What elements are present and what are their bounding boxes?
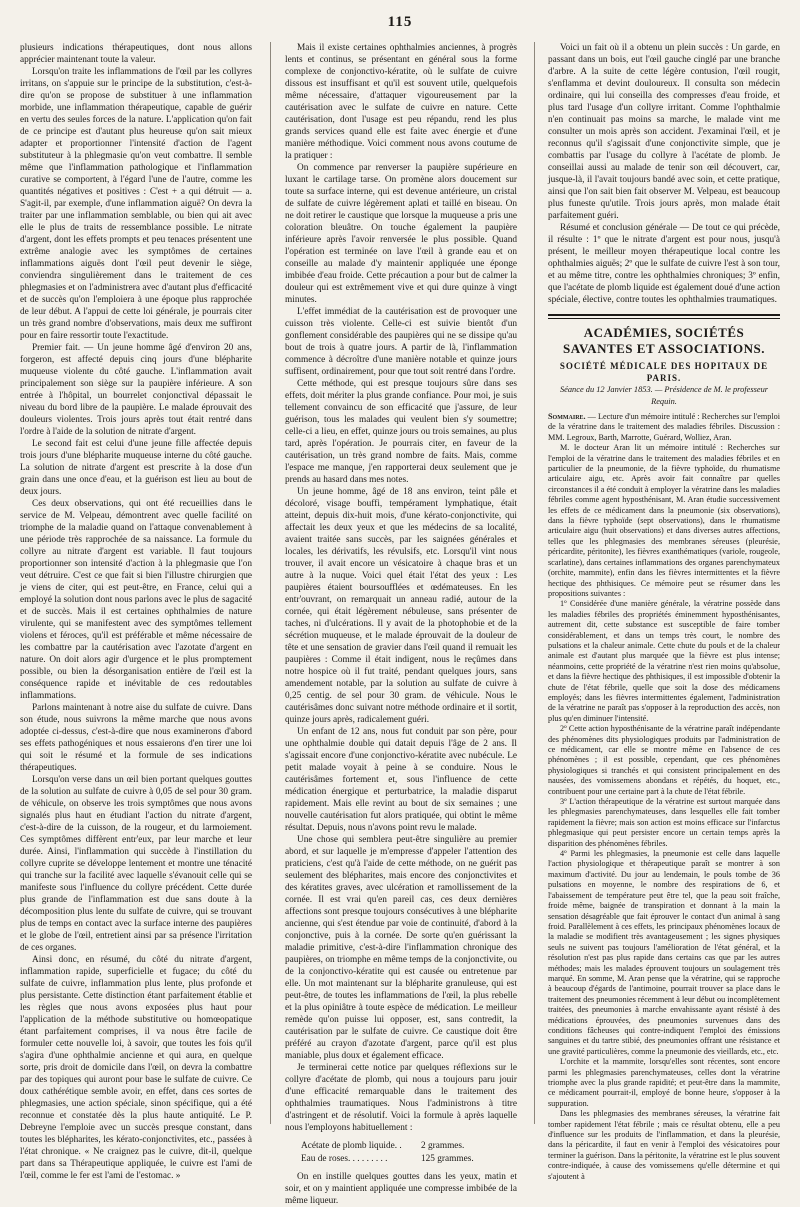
formula-ingredient: Eau de roses. . . . . . . . . <box>301 1154 388 1164</box>
page-number: 115 <box>387 14 413 30</box>
paragraph: On commence par renverser la paupière supérieure en luxant le cartilage tarse. On promène alors doucement sur toute sa surface interne, qui est devenue antérieure, un cristal de sulfate de cuivre légèrement aplati et taillé en biseau. On ne doit retirer le caustique que lorsque la muqueuse a pris une coloration bleuâtre. On touche également la paupière inférieure après l'avoir renversée le plus possible. Quand l'opération est terminée on lave l'œil à grande eau et on conseille au malade d'y maintenir appliquée une éponge imbibée d'eau froide. Cette précaution a pour but de calmer la douleur qui est extrêmement vive et qui dure quinze à vingt minutes. <box>285 163 517 305</box>
paragraph: Mais il existe certaines ophthalmies anciennes, à progrès lents et continus, se présentant en général sous la forme complexe de conjonctivo-kératite, où le sulfate de cuivre dissous est insuffisant et qu'il est souvent utile, quelquefois même nécessaire, d'attaquer vigoureusement par la cautérisation avec le sulfate de cuivre en nature. Cette cautérisation, dont l'usage est peu répandu, rend les plus grands services quand elle est faite avec énergie et d'une manière méthodique. Voici comment nous avons coutume de la pratiquer : <box>285 43 517 161</box>
paragraph: Parlons maintenant à notre aise du sulfate de cuivre. Dans son étude, nous suivrons la même marche que nous avons adoptée ci-dessus, c'est-à-dire que nous examinerons d'abord ses effets pathogéniques et nous essaierons d'en tirer une loi qui soit le résumé et la formule de ses indications thérapeutiques. <box>20 703 252 773</box>
column-divider <box>534 42 535 1124</box>
society-title: SOCIÉTÉ MÉDICALE DES HOPITAUX DE PARIS. <box>559 361 769 383</box>
paragraph: L'effet immédiat de la cautérisation est de provoquer une cuisson très violente. Celle-ci est suivie bientôt d'un gonflement considérable des paupières qui ne se dissipe qu'au bout de trois à quatre jours. A partir de là, l'inflammation commence à décroître d'une manière notable et quinze jours suffisent, ordinairement, pour que tout soit rentré dans l'ordre. <box>285 307 517 377</box>
paragraph: plusieurs indications thérapeutiques, dont nous allons apprécier maintenant toute la valeur. <box>20 43 252 65</box>
session-line: Séance du 12 Janvier 1853. — Présidence de M. le professeur Requin. <box>559 385 769 406</box>
paragraph: Un enfant de 12 ans, nous fut conduit par son père, pour une ophthalmie double qui datait depuis l'âge de 2 ans. Il s'agissait encore d'une conjonctivo-kératite avec nubécule. Le petit malade voyait à peine à se conduire. Nous le cautérisâmes fortement et, sous l'influence de cette médication énergique et perturbatrice, la maladie disparut rapidement. Mais elle revint au bout de six semaines ; une nouvelle cautérisation fut alors pratiquée, qui obtint le même résultat. Depuis, nous n'avons point revu le malade. <box>285 727 517 833</box>
paragraph: Lorsqu'on traite les inflammations de l'œil par les collyres irritans, on s'appuie sur le principe de la substitution, c'est-à-dire qu'on se propose de substituer à une inflammation morbide, une inflammation thérapeutique, capable de guérir en vertu des seules forces de la nature. L'application qu'on fait de ce principe est d'autant plus heureuse qu'on sait mieux adapter et proportionner l'intensité d'action de l'agent substituteur à la phlegmasie qu'on veut combattre. Il semble même que l'inflammation pathologique et l'inflammation curative se comportent, à l'égard l'une de l'autre, comme les quantités négatives et positives : C'est + a qui détruit — a. S'agit-il, par exemple, d'une inflammation aiguë? On devra la traiter par une inflammation semblable, ou bien qui ait avec elle le plus de traits de ressemblance possible. Le nitrate d'argent, dont les effets prompts et peu tenaces présentent une extrême analogie avec les symptômes de certaines inflammations aiguës dont l'œil peut devenir le siège, conviendra singulièrement dans le traitement de ces phlegmasies et on l'administrera avec d'autant plus d'efficacité et de succès qu'on l'emploiera à une époque plus rapprochée de leur début. A l'appui de cette loi générale, je pourrais citer un très grand nombre d'observations, mais deux me suffiront pour en faire ressortir toute l'exactitude. <box>20 67 252 341</box>
paragraph: Dans les phlegmasies des membranes séreuses, la vératrine fait tomber rapidement l'état fébrile ; mais ce résultat obtenu, elle a peu d'influence sur les produits de l'inflammation, et dans la pleurésie, dans la péricardite, il faut en venir à l'emploi des vésicatoires pour terminer la guérison. Dans la péritonite, la vératrine est le plus souvent contre-indiquée, à cause des vomissemens qu'elle détermine et qui s'ajoutent à <box>548 1109 780 1181</box>
paragraph: Ainsi donc, en résumé, du côté du nitrate d'argent, inflammation rapide, superficielle et fugace; du côté du sulfate de cuivre, inflammation plus lente, plus profonde et plus persistante. Cette distinction étant parfaitement établie et les règles que nous avons exposées plus haut pour l'application de la méthode substitutive ou homœopatique étant parfaitement comprises, il va nous être facile de formuler cette nouvelle loi, à savoir, que toutes les fois qu'il s'agira d'une ophthalmie ancienne et qui aura, en quelque sorte, pris droit de domicile dans l'œil, on devra la combattre par des topiques qui auront pour base le sulfate de cuivre. Ce doux cathérétique semble avoir, en effet, dans ces sortes de phlegmasies, une action spéciale, sinon spécifique, qui a été reconnue et constatée dès la plus haute antiquité. Le P. Debreyne l'emploie avec un succès presque constant, dans toutes les blépharites, les kérato-conjonctivites, etc., passées à l'état chronique. « Ne craignez pas le cuivre, dit-il, quelque part dans sa Thérapeutique appliquée, le cuivre est l'ami de l'œil, comme le fer est l'ami de l'estomac. » <box>20 955 252 1181</box>
paragraph: Je terminerai cette notice par quelques réflexions sur le collyre d'acétate de plomb, qui nous a toujours paru jouir d'une efficacité remarquable dans le traitement des ophthalmies traumatiques. Nous l'administrons à titre d'astringent et de résolutif. Voici la formule à après laquelle nous l'employons habituellement : <box>285 1063 517 1133</box>
paragraph: Cette méthode, qui est presque toujours sûre dans ses effets, doit mériter la plus grande confiance. Pour moi, je suis tellement convaincu de son efficacité que j'assure, de leur guérison, tous les malades qui veulent bien s'y soumettre; celle-ci a lieu, en effet, quinze jours ou trois semaines, au plus tard, après l'opération. Je pourrais citer, en faveur de la cautérisation, un très grand nombre de faits. Mais, comme l'espace me manque, j'en rapporterai deux seulement que je prends au hasard dans mes notes. <box>285 379 517 485</box>
paragraph: L'orchite et la mammite, lorsqu'elles sont récentes, sont encore parmi les phlegmasies parenchymateuses, celles dont la vératrine triomphe avec la plus grande rapidité; et peut-être dans la mammite, ce médicament pourrait-il, employé de bonne heure, s'opposer à la suppuration. <box>548 1057 780 1108</box>
formula-amount: 2 grammes. <box>421 1141 465 1151</box>
paragraph: Une chose qui semblera peut-être singulière au premier abord, et sur laquelle je m'empresse d'appeler l'attention des praticiens, c'est qu'à l'aide de cette méthode, on ne guérit pas seulement des blépharites, mais encore des conjonctivites et des kératites graves, avec ulcération et ramollissement de la cornée. Il est vrai qu'en pareil cas, ces deux dernières affections sont presque toujours consécutives à une blépharite ancienne, qui s'est étendue par voie de continuité, d'abord à la conjonctive, puis à la cornée. De sorte qu'en guérissant la maladie primitive, c'est-à-dire l'inflammation chronique des paupières, on triomphe en même temps de la conjonctivite, ou de la conjonctivo-kératite qui est causée ou entretenue par elle. Un mot maintenant sur la blépharite granuleuse, qui est peut-être, de toutes les inflammations de l'œil, la plus rebelle et la plus opiniâtre à toute espèce de médication. Le meilleur remède qu'on puisse lui opposer, est, sans contredit, la cautérisation par le sulfate de cuivre. Ce caustique doit être préféré au crayon d'azotate d'argent, parce qu'il est plus maniable, plus doux et également efficace. <box>285 835 517 1061</box>
formula-amount: 125 grammes. <box>421 1154 474 1164</box>
paragraph: Le second fait est celui d'une jeune fille affectée depuis trois jours d'une blépharite muqueuse interne du côté gauche. La solution de nitrate d'argent est prescrite à la dose d'un grain dans une once d'eau, et la guérison est lieu au bout de deux jours. <box>20 439 252 497</box>
paragraph: 1º Considérée d'une manière générale, la vératrine possède dans les maladies fébriles des propriétés éminemment hyposthénisantes, autrement dit, cette substance est susceptible de faire tomber considérablement, et dans un temps très court, le nombre des pulsations et la chaleur animale. Cette chute du pouls et de la chaleur animale est d'autant plus marquée que la fièvre est plus intense; néanmoins, cette propriété de la vératrine n'est rien moins qu'absolue, et dans la fièvre hectique des phthisiques, il est impossible d'obtenir la chute de l'état fébrile, quelle que soit la dose des médicamens employés; dans les fièvres intermittentes également, l'administration de la vératrine ne paraît pas s'opposer à la reproduction des accès, non plus qu'en diminuer l'intensité. <box>548 599 780 723</box>
paragraph: Lorsqu'on verse dans un œil bien portant quelques gouttes de la solution au sulfate de cuivre à 0,05 de sel pour 30 gram. de véhicule, on observe les trois symptômes que nous avons signalés plus haut en étudiant l'action du nitrate d'argent, c'est-à-dire de la cuisson, de la rougeur, et du larmoiement. Ces symptômes diffèrent entr'eux, par leur marche et leur durée. Ainsi, l'inflammation qui succède à l'instillation du collyre cuprite se développe lentement et montre une ténacité qui tranche sur la facilité avec laquelle s'évanouit celle qui se manifeste sous l'influence du collyre précédent. Cette durée plus grande de l'inflammation est due sans doute à la décomposition plus lente du sulfate de cuivre, qui se trouvant plus de temps en contact avec la surface interne des paupières et le globe de l'œil, entretient ainsi par sa présence l'irritation de ces organes. <box>20 775 252 953</box>
paragraph: 4º Parmi les phlegmasies, la pneumonie est celle dans laquelle l'action physiologique et thérapeutique paraît se montrer à son maximum d'activité. Du jour au lendemain, le pouls tombe de 36 pulsations en moyenne, le nombre des respirations de 6, et l'abaissement de température peut être tel, que la peau soit fraîche, froide même, baignée de transpiration et donnant à la main la sensation désagréable que fait éprouver le contact d'un animal à sang froid. Parallèlement à ces effets, les principaux phénomènes locaux de la maladie se modifient très avantageusement ; les signes physiques seuls ne suivent pas toujours l'amélioration de l'état général, et la résolution n'est pas plus rapide dans certains cas que par les autres méthodes; mais les malades éprouvent toujours un soulagement très marqué. En somme, M. Aran pense que la vératrine, qui se rapproche à beaucoup d'égards de l'antimoine, pourrait trouver sa place dans le traitement des pneumonies récemment à leur début ou incomplètement traitées, des pneumonies à marche envahissante ayant résisté à des médications éprouvées, des pneumonies survenues dans des conditions fâcheuses qui contre-indiquent l'emploi des émissions sanguines et du tartre stibié, des pneumonies offrant une résistance et une gravité particulières, comme la pneumonie des vieillards, etc., etc. <box>548 849 780 1056</box>
paragraph: Ces deux observations, qui ont été recueillies dans le service de M. Velpeau, démontrent avec quelle facilité on triomphe de la maladie quand on l'attaque convenablement à une période très rapprochée de sa naissance. La formule du collyre au nitrate d'argent est variable. Il faut toujours proportionner son intensité d'action à la phlegmasie que l'on veut détruire. C'est ce que fait si bien l'illustre chirurgien que je viens de citer, qui est peut-être, en France, celui qui a employé la solution dont nous parlons avec le plus de sagacité et de succès. Mais il est certaines ophthalmies de nature virulente, qui se manifestent avec des symptômes tellement violens et féroces, qu'il est préférable et même nécessaire de les combattre par la cautérisation avec l'azotate d'argent en nature. On doit alors agir d'urgence et le plus promptement possible, ou bien la désorganisation entière de l'œil est la conséquence rapide et inévitable de ces redoutables inflammations. <box>20 499 252 701</box>
prescription-formula <box>301 1140 517 1165</box>
section-rule <box>548 318 780 319</box>
column-divider <box>270 42 271 1124</box>
paragraph: Résumé et conclusion générale — De tout ce qui précède, il résulte : 1º que le nitrate d'argent est pour nous, jusqu'à présent, le meilleur moyen thérapeutique local contre les ophthalmies aiguës; 2º que le sulfate de cuivre l'est à son tour, et au même titre, contre les ophthalmies chroniques; 3º enfin, que l'acétate de plomb liquide est également doué d'une action spéciale, élective, contre toutes les ophthalmies traumatiques. <box>548 223 780 305</box>
column-middle <box>285 42 517 1206</box>
summary-text: — Lecture d'un mémoire intitulé : Recherches sur l'emploi de la vératrine dans le traitement des maladies fébriles. Discussion : MM. Legroux, Barth, Marrotte, Guérard, Wolliez, Aran. <box>548 412 780 442</box>
paragraph: M. le docteur Aran lit un mémoire intitulé : Recherches sur l'emploi de la vératrine dans le traitement des maladies fébriles et en particulier de la pneumonie, de la fièvre typhoïde, du rhumatisme articulaire aigu, etc. Après avoir fait connaître par quelles circonstances il a été conduit à employer la vératrine dans les maladies fébriles comme agent hyposthénisant, M. Aran étudie successivement les effets de ce médicament dans la pneumonie (six observations), dans la fièvre typhoïde (sept observations), dans le rhumatisme articulaire aigu (huit observations) et dans diverses autres affections, telles que les phlegmasies des membranes séreuses (pleurésie, péricardite, péritonite), les fièvres exanthématiques (variole, rougeole, scarlatine), dans certaines inflammations des organes parenchymateux (orchite, mammite), enfin dans les fièvres intermittentes et la fièvre hectique des phthisiques. Ce mémoire peut se résumer dans les propositions suivantes : <box>548 443 780 598</box>
formula-ingredient: Acétate de plomb liquide. . <box>301 1141 402 1151</box>
paragraph: Premier fait. — Un jeune homme âgé d'environ 20 ans, forgeron, est affecté depuis cinq jours d'une blépharite muqueuse violente du côté gauche. L'inflammation avait principalement son siège sur la paupière inférieure. A son entrée à l'hôpital, un bourrelet conjonctival dépassait le niveau du bord libre de la paupière. Le malade éprouvait des douleurs violentes. Trois jours après tout était rentré dans l'ordre à l'aide de la solution de nitrate d'argent. <box>20 343 252 437</box>
paragraph: Voici un fait où il a obtenu un plein succès : Un garde, en passant dans un bois, eut l'œil gauche cinglé par une branche d'arbre. A la suite de cette légère contusion, l'œil rougit, s'enflamma et devint douloureux. Il consulta son médecin ordinaire, qui lui conseilla des compresses d'eau froide, et plus tard l'usage d'un collyre irritant. Comme l'ophthalmie n'en continuait pas moins sa marche, le malade vint me consulter un mois après son accident. J'examinai l'œil, et je reconnus qu'il s'agissait d'une conjonctivite simple, que je combattis par l'usage du collyre à l'acétate de plomb. Je conseillai aussi au malade de tenir son œil découvert, car, jusque-là, il l'avait toujours bandé avec soin, et cette pratique, ainsi que l'on sait bien fait observer M. Velpeau, est beaucoup plus funeste qu'utile. Trois jours après, mon malade était parfaitement guéri. <box>548 43 780 221</box>
paragraph: On en instille quelques gouttes dans les yeux, matin et soir, et on y maintient appliquée une compresse imbibée de la même liqueur. <box>285 1172 517 1206</box>
summary-label: Sommaire. <box>548 412 586 421</box>
paragraph: Un jeune homme, âgé de 18 ans environ, teint pâle et décoloré, visage bouffi, tempérament lymphatique, était atteint, depuis dix-huit mois, d'une kérato-conjonctivite, qui affectait les deux yeux et que les médecins de sa localité, avaient traitée sans succès, par les saignées générales et locales, les dérivatifs, les révulsifs, etc. Lorsqu'il vint nous trouver, il avait encore un vésicatoire à chaque bras et un autre à la nuque. Voici quel était l'état des yeux : Les paupières étaient boursoufflées et œdémateuses. En les entr'ouvrant, on remarquait un anneau radié, autour de la cornée, qui était légèrement nébuleuse, sans présenter de taches, ni d'ulcérations. Il y avait de la photophobie et de la sécrétion muqueuse, et le malade éprouvait de la douleur de tête et une sensation de gravier dans l'œil quand il remuait les paupières : Comme il était indigent, nous le reçûmes dans notre hospice où il fut traité, pendant quelques jours, sans amendement notable, par la solution au sulfate de cuivre à 0,25 centig. de sel pour 30 gram. de véhicule. Nous le cautérisâmes donc suivant notre méthode ordinaire et il sortit, quinze jours après, radicalement guéri. <box>285 487 517 725</box>
summary <box>548 412 780 443</box>
section-title: ACADÉMIES, SOCIÉTÉS SAVANTES ET ASSOCIATIONS. <box>563 325 765 356</box>
column-right <box>548 42 780 1181</box>
section-rule <box>548 314 780 316</box>
paragraph: 3º L'action thérapeutique de la vératrine est surtout marquée dans les phlegmasies parenchymateuses, dans lesquelles elle fait tomber rapidement la fièvre; mais son action est moins efficace sur l'infarctus phlegmasique qui peut persister encore un certain temps après la disparition des phénomènes fébriles. <box>548 797 780 848</box>
report-body <box>548 412 780 1182</box>
column-left <box>20 42 252 1181</box>
paragraph: 2º Cette action hyposthénisante de la vératrine paraît indépendante des phénomènes dits physiologiques produits par l'administration de ce médicament, car elle se montre même en l'absence de ces phénomènes ; il est possible, cependant, que ces phénomènes physiologiques si tranchés et qui consistent principalement en des nausées, des vomissemens abondans et répétés, du hoquet, etc., contribuent pour une certaine part à la chute de l'état fébrile. <box>548 724 780 796</box>
